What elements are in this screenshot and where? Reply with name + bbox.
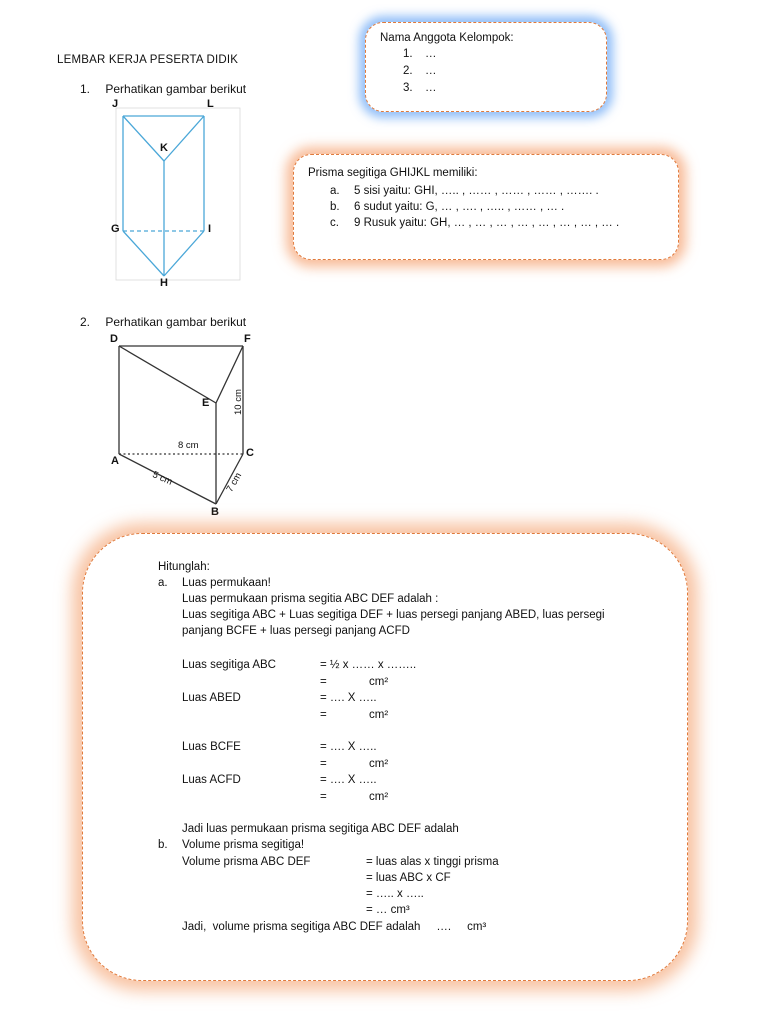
dim-bc-7cm: 7 cm bbox=[224, 470, 245, 495]
row-acfd-result-unit: cm² bbox=[369, 791, 389, 803]
question-2-header bbox=[80, 315, 246, 329]
label-E: E bbox=[202, 397, 210, 409]
edge-DE bbox=[119, 346, 216, 403]
label-J: J bbox=[112, 98, 119, 110]
figure-1-prism bbox=[106, 98, 246, 290]
label-L: L bbox=[207, 98, 214, 110]
row-bcfe-equation: = …. X ….. bbox=[320, 741, 377, 753]
figure-2-drawing bbox=[108, 333, 266, 519]
calc-a-intro-3: panjang BCFE + luas persegi panjang ACFD bbox=[182, 625, 410, 637]
calc-a-number: a. bbox=[158, 577, 168, 589]
row-abc-equation: = ½ x …… x …….. bbox=[320, 659, 417, 671]
group-member-3-text: … bbox=[425, 82, 437, 94]
prism-property-c-number: c. bbox=[330, 217, 339, 229]
page-title: LEMBAR KERJA PESERTA DIDIK bbox=[57, 54, 239, 66]
label-C: C bbox=[246, 447, 254, 459]
group-member-1 bbox=[403, 48, 437, 60]
calc-b-line-1: = luas alas x tinggi prisma bbox=[366, 856, 499, 868]
calc-a-intro-1: Luas permukaan prisma segitia ABC DEF adalah : bbox=[182, 593, 439, 605]
row-bcfe-result-unit: cm² bbox=[369, 758, 389, 770]
row-abed-equation: = …. X ….. bbox=[320, 692, 377, 704]
group-member-1-number: 1. bbox=[403, 48, 413, 60]
calc-a-intro-2: Luas segitiga ABC + Luas segitiga DEF + luas persegi panjang ABED, luas persegi bbox=[182, 609, 605, 621]
prism-properties-box bbox=[293, 154, 679, 260]
calc-b-conclusion: Jadi, volume prisma segitiga ABC DEF adalah …. cm³ bbox=[182, 921, 487, 933]
edge-LK bbox=[164, 116, 204, 161]
row-abed-result-unit: cm² bbox=[369, 709, 389, 721]
figure-1-drawing bbox=[106, 98, 246, 290]
edge-GH bbox=[123, 231, 164, 276]
question-2-number: 2. bbox=[80, 315, 91, 329]
dim-height-10cm: 10 cm bbox=[233, 389, 244, 415]
prism-property-a-number: a. bbox=[330, 185, 340, 197]
prism-property-b-text: 6 sudut yaitu: G, … , …. , ….. , …… , … . bbox=[354, 201, 565, 213]
question-1-number: 1. bbox=[80, 82, 91, 96]
calc-b-label: Volume prisma ABC DEF bbox=[182, 856, 311, 868]
row-abed-result-eq: = bbox=[320, 709, 327, 721]
calc-b-title: Volume prisma segitiga! bbox=[182, 839, 305, 851]
prism-property-c-text: 9 Rusuk yaitu: GH, … , … , … , … , … , … , … , … . bbox=[354, 217, 620, 229]
question-2-text: Perhatikan gambar berikut bbox=[105, 315, 247, 329]
calc-b-line-2: = luas ABC x CF bbox=[366, 872, 451, 884]
dim-ab-5cm: 5 cm bbox=[150, 469, 174, 488]
prism-property-b bbox=[330, 201, 564, 213]
group-member-1-text: … bbox=[425, 48, 437, 60]
row-abed-label: Luas ABED bbox=[182, 692, 241, 704]
calc-b-line-3: = ….. x ….. bbox=[366, 888, 424, 900]
group-member-2-number: 2. bbox=[403, 65, 413, 77]
label-A: A bbox=[111, 455, 119, 467]
row-abc-label: Luas segitiga ABC bbox=[182, 659, 276, 671]
label-H: H bbox=[160, 277, 168, 289]
row-bcfe-label: Luas BCFE bbox=[182, 741, 241, 753]
calc-b-number: b. bbox=[158, 839, 168, 851]
row-acfd-equation: = …. X ….. bbox=[320, 774, 377, 786]
edge-IH bbox=[164, 231, 204, 276]
prism-property-c bbox=[330, 217, 619, 229]
calc-b-line-4: = … cm³ bbox=[366, 904, 410, 916]
row-abc-result-eq: = bbox=[320, 676, 327, 688]
label-B: B bbox=[211, 506, 219, 518]
prism-property-b-number: b. bbox=[330, 201, 340, 213]
edge-JK bbox=[123, 116, 164, 161]
label-F: F bbox=[244, 333, 251, 345]
calc-a-title: Luas permukaan! bbox=[182, 577, 271, 589]
prism-property-a-text: 5 sisi yaitu: GHI, ….. , …… , …… , …… , ……. . bbox=[354, 185, 599, 197]
calc-heading: Hitunglah: bbox=[158, 561, 210, 573]
label-D: D bbox=[110, 333, 118, 345]
row-acfd-label: Luas ACFD bbox=[182, 774, 241, 786]
label-I: I bbox=[208, 223, 212, 235]
row-bcfe-result-eq: = bbox=[320, 758, 327, 770]
group-member-3 bbox=[403, 82, 437, 94]
group-member-2 bbox=[403, 65, 437, 77]
dim-ac-8cm: 8 cm bbox=[178, 440, 199, 451]
figure-2-prism bbox=[108, 333, 266, 519]
group-member-3-number: 3. bbox=[403, 82, 413, 94]
row-acfd-result-eq: = bbox=[320, 791, 327, 803]
question-1-header bbox=[80, 82, 246, 96]
question-1-text: Perhatikan gambar berikut bbox=[105, 82, 247, 96]
figure-1-frame bbox=[116, 108, 240, 280]
label-K: K bbox=[160, 142, 168, 154]
group-members-box bbox=[365, 22, 607, 112]
label-G: G bbox=[111, 223, 120, 235]
calc-a-conclusion: Jadi luas permukaan prisma segitiga ABC DEF adalah bbox=[182, 823, 459, 835]
row-abc-result-unit: cm² bbox=[369, 676, 389, 688]
group-member-2-text: … bbox=[425, 65, 437, 77]
group-members-heading: Nama Anggota Kelompok: bbox=[380, 32, 514, 44]
prism-property-a bbox=[330, 185, 599, 197]
prism-properties-heading: Prisma segitiga GHIJKL memiliki: bbox=[308, 167, 478, 179]
